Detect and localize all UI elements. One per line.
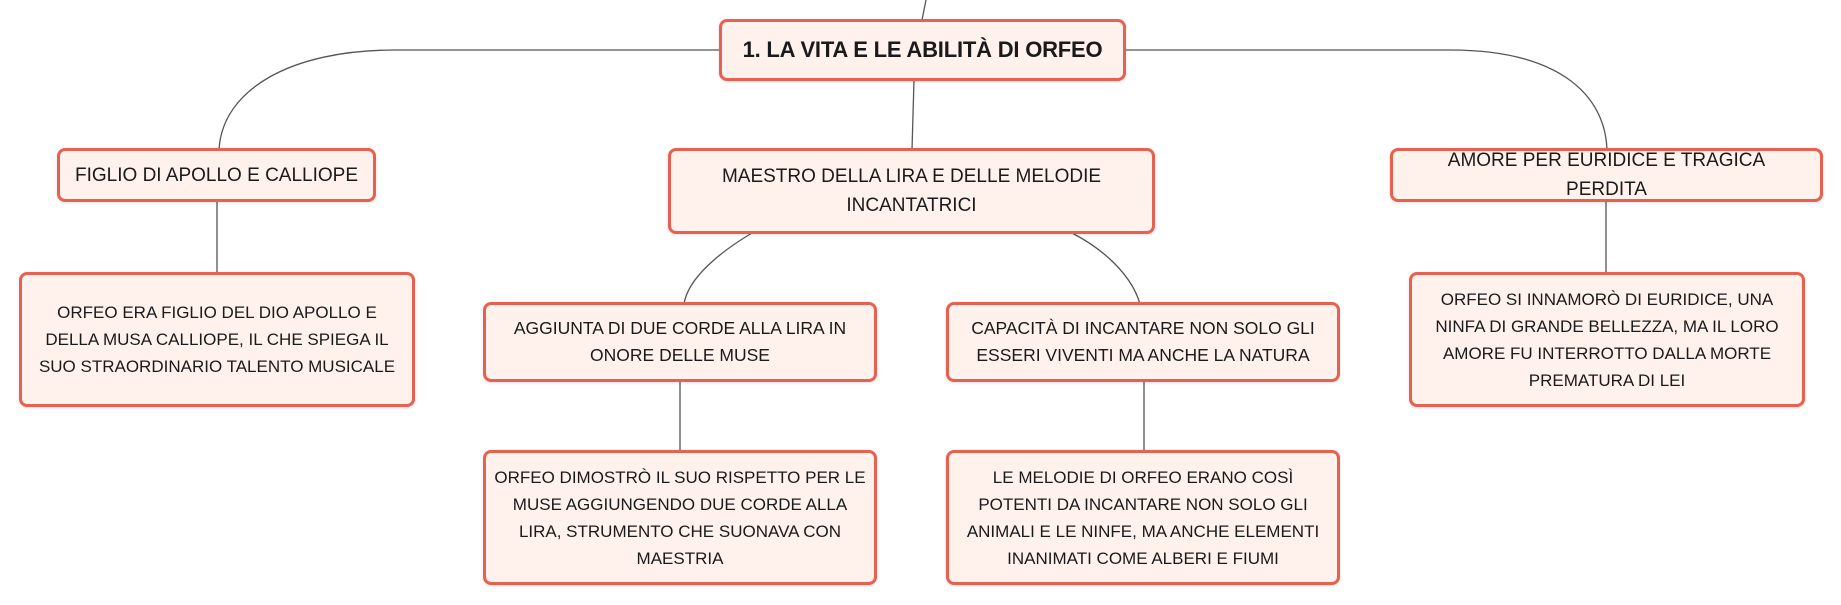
detail-eurydice[interactable] [1409,272,1805,407]
detail-eurydice-text: ORFEO SI INNAMORÒ DI EURIDICE, UNA NINFA DI GRANDE BELLEZZA, MA IL LORO AMORE FU INTERROTTO DALLA MORTE PREMATURA DI LEI [1435,289,1779,390]
connector-branch-2-to-sub-2 [1072,233,1140,304]
detail-lyre-strings-text: ORFEO DIMOSTRÒ IL SUO RISPETTO PER LE MUSE AGGIUNGENDO DUE CORDE ALLA LIRA, STRUMENTO CHE SUONAVA CON MAESTRIA [494,467,866,568]
detail-enchanting-nature[interactable] [946,450,1340,585]
subtopic-lyre-strings-label: AGGIUNTA DI DUE CORDE ALLA LIRA IN ONORE DELLE MUSE [513,318,847,365]
connector-root-to-branch-1 [219,50,720,150]
connector-root-to-branch-3 [1126,50,1607,150]
subtopic-lyre-strings[interactable] [483,302,877,382]
connector-parent-in [922,0,926,20]
branch-parentage[interactable] [57,148,376,202]
subtopic-enchanting-nature-label: CAPACITÀ DI INCANTARE NON SOLO GLI ESSERI VIVENTI MA ANCHE LA NATURA [971,318,1315,365]
detail-lyre-strings[interactable] [483,450,877,585]
branch-eurydice-label: AMORE PER EURIDICE E TRAGICA PERDITA [1447,150,1766,200]
branch-parentage-label: FIGLIO DI APOLLO E CALLIOPE [75,164,358,186]
detail-parentage[interactable] [19,272,415,407]
root-topic-label: 1. LA VITA E LE ABILITÀ DI ORFEO [742,37,1103,62]
branch-eurydice[interactable] [1390,148,1823,202]
subtopic-enchanting-nature[interactable] [946,302,1340,382]
detail-enchanting-nature-text: LE MELODIE DI ORFEO ERANO COSÌ POTENTI DA INCANTARE NON SOLO GLI ANIMALI E LE NINFE, MA ANCHE ELEMENTI INANIMATI COME ALBERI E FIUMI [966,467,1320,568]
branch-lyre-master[interactable] [668,148,1155,234]
detail-parentage-text: ORFEO ERA FIGLIO DEL DIO APOLLO E DELLA MUSA CALLIOPE, IL CHE SPIEGA IL SUO STRAORDINARIO TALENTO MUSICALE [38,303,396,376]
root-topic[interactable] [719,19,1126,81]
connector-root-to-branch-2 [912,80,914,150]
branch-lyre-master-label: MAESTRO DELLA LIRA E DELLE MELODIE INCANTATRICI [721,166,1102,216]
connector-branch-2-to-sub-1 [684,233,752,304]
